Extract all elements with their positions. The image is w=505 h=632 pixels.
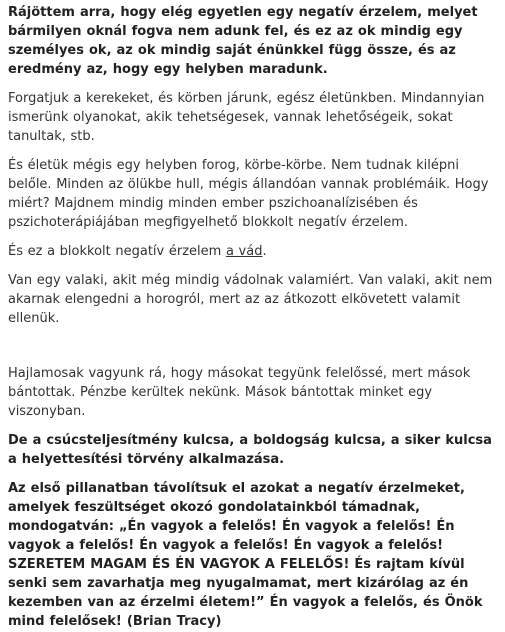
- blocked-emotion-text: És ez a blokkolt negatív érzelem: [8, 244, 226, 259]
- paragraph-blocked-emotion: [8, 242, 498, 261]
- paragraph-life-circles: És életük mégis egy helyben forog, körbe-körbe. Nem tudnak kilépni belőle. Minden az ölükbe hull, mégis állandóan vannak problémáik. Hogy miért? Majdnem mindig minden ember pszichoanalízisében és pszichoterápiájában megfigyelhető blokkolt negatív érzelem.: [8, 158, 489, 230]
- paragraph-wheels: Forgatjuk a kerekeket, és körben járunk, egész életünkben. Mindannyian ismerünk olyanokat, akik tehetségesek, vannak lehetőségeik, sokat tanultak, stb.: [8, 91, 485, 144]
- blocked-emotion-period: .: [262, 244, 267, 259]
- accusation-link[interactable]: a vád: [225, 244, 263, 259]
- article-body: [8, 3, 498, 631]
- paragraph-responsibility-quote: Az első pillanatban távolítsuk el azokat a negatív érzelmeket, amelyek feszültséget okozó gondolatainkból támadnak, mondogatván: „Én vagyok a felelős! Én vagyok a felelős! Én vagyok a felelős! Én vagyok a felelős! Én vagyok a felelős! SZERETEM MAGAM ÉS ÉN VAGYOK A FELELŐS! És rajtam kívül senki sem zavarhatja meg nyugalmamat, mert kizárólag az én kezemben van az érzelmi életem!” Én vagyok a felelős, és Önök mind felelősek! (Brian Tracy): [8, 481, 483, 629]
- intro-paragraph: Rájöttem arra, hogy elég egyetlen egy negatív érzelem, melyet bármilyen oknál fogva nem adunk fel, és ez az ok mindig egy személyes ok, az ok mindig saját énünkkel függ össze, és az eredmény az, hogy egy helyben maradunk.: [8, 5, 478, 77]
- paragraph-blame-others: Hajlamosak vagyunk rá, hogy másokat tegyünk felelőssé, mert mások bántottak. Pénzbe kerültek nekünk. Mások bántottak minket egy viszonyban.: [8, 366, 471, 419]
- paragraph-key-law: De a csúcsteljesítmény kulcsa, a boldogság kulcsa, a siker kulcsa a helyettesítési törvény alkalmazása.: [8, 433, 492, 467]
- paragraph-accused: Van egy valaki, akit még mindig vádolnak valamiért. Van valaki, akit nem akarnak elengedni a horogról, mert az az átkozott elkövetett valamit ellenük.: [8, 273, 493, 326]
